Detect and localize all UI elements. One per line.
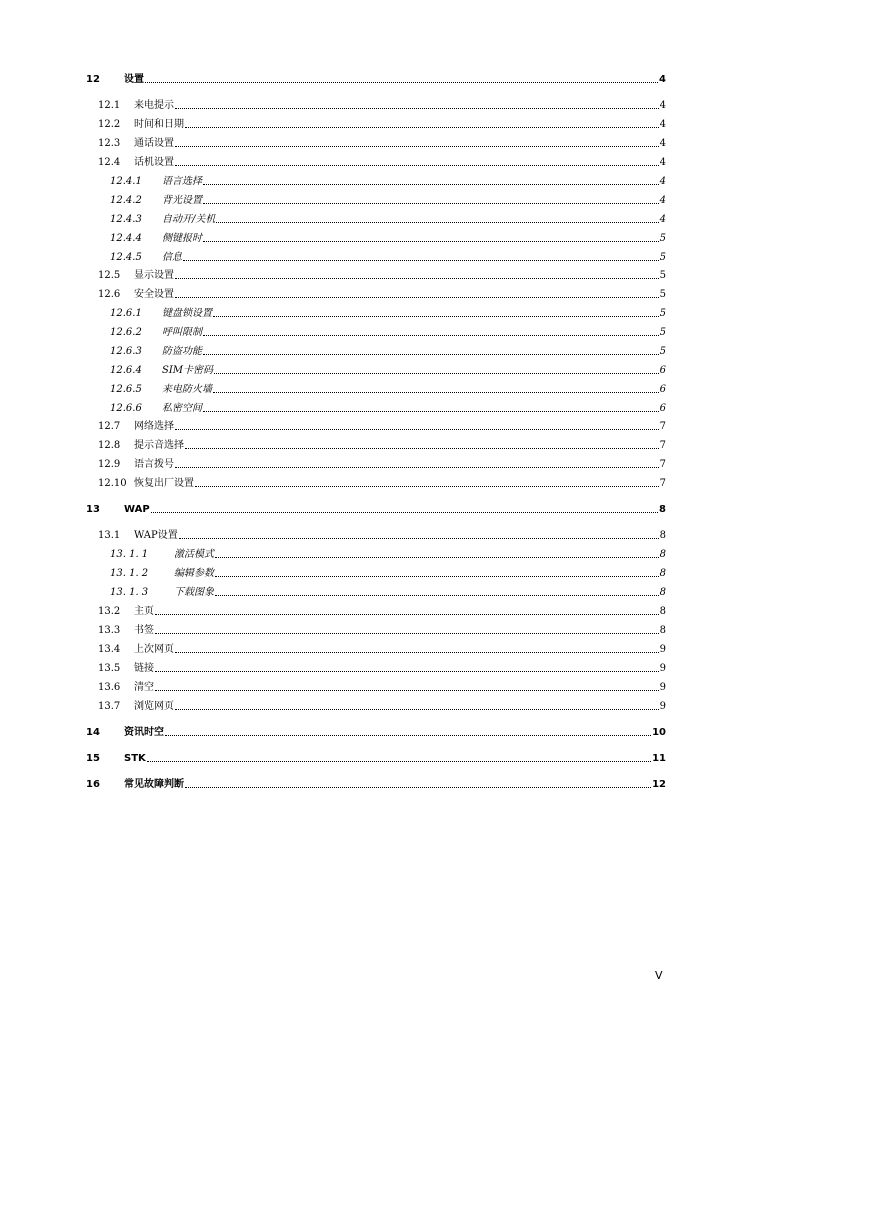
toc-dot-leader bbox=[215, 594, 659, 596]
toc-dot-leader bbox=[183, 259, 659, 261]
toc-entry-title: 语言选择 bbox=[162, 176, 202, 187]
toc-entry-number: 13.6 bbox=[98, 682, 121, 693]
toc-entry[interactable] bbox=[98, 621, 666, 637]
toc-entry-page: 4 bbox=[659, 74, 666, 85]
toc-entry-page: 5 bbox=[659, 327, 666, 338]
toc-dot-leader bbox=[175, 107, 659, 109]
toc-entry-page: 12 bbox=[652, 779, 666, 790]
toc-dot-leader bbox=[203, 240, 659, 242]
toc-dot-leader bbox=[175, 708, 659, 710]
toc-entry[interactable] bbox=[86, 500, 666, 516]
toc-entry[interactable] bbox=[98, 266, 666, 282]
toc-entry-page: 8 bbox=[659, 568, 666, 579]
toc-entry-page: 6 bbox=[659, 403, 666, 414]
toc-entry[interactable] bbox=[110, 361, 666, 377]
toc-entry-title: 资讯时空 bbox=[124, 727, 164, 738]
toc-entry[interactable] bbox=[110, 248, 666, 264]
toc-entry-number: 14 bbox=[86, 727, 100, 738]
toc-entry[interactable] bbox=[110, 564, 666, 580]
toc-dot-leader bbox=[175, 651, 659, 653]
toc-entry-number: 13.5 bbox=[98, 663, 121, 674]
toc-dot-leader bbox=[175, 145, 659, 147]
toc-entry-number: 12.2 bbox=[98, 119, 121, 130]
toc-entry[interactable] bbox=[86, 723, 666, 739]
toc-entry[interactable] bbox=[98, 96, 666, 112]
toc-entry[interactable] bbox=[98, 602, 666, 618]
toc-entry-number: 12.6.2 bbox=[110, 327, 142, 338]
toc-entry-title: 激活模式 bbox=[174, 549, 214, 560]
toc-entry[interactable] bbox=[98, 659, 666, 675]
toc-dot-leader bbox=[175, 466, 659, 468]
toc-entry-title: 常见故障判断 bbox=[124, 779, 184, 790]
toc-entry-number: 12.5 bbox=[98, 270, 121, 281]
toc-entry-title: 语言拨号 bbox=[134, 459, 174, 470]
toc-entry-title: SIM卡密码 bbox=[162, 365, 214, 376]
toc-entry[interactable] bbox=[98, 134, 666, 150]
toc-entry-title: 链接 bbox=[134, 663, 154, 674]
toc-entry-number: 12.4.2 bbox=[110, 195, 142, 206]
toc-entry-title: 书签 bbox=[134, 625, 154, 636]
toc-entry-page: 7 bbox=[659, 421, 666, 432]
toc-entry-page: 5 bbox=[659, 308, 666, 319]
toc-entry-number: 13. 1. 3 bbox=[110, 587, 149, 598]
toc-entry[interactable] bbox=[110, 380, 666, 396]
toc-entry-page: 9 bbox=[659, 644, 666, 655]
toc-entry[interactable] bbox=[98, 640, 666, 656]
toc-entry-title: 提示音选择 bbox=[134, 440, 184, 451]
toc-entry-page: 5 bbox=[659, 289, 666, 300]
toc-entry-number: 15 bbox=[86, 753, 100, 764]
toc-entry-title: 安全设置 bbox=[134, 289, 174, 300]
toc-entry-title: 恢复出厂设置 bbox=[134, 478, 194, 489]
toc-entry-page: 5 bbox=[659, 233, 666, 244]
toc-entry[interactable] bbox=[110, 172, 666, 188]
toc-entry-title: 清空 bbox=[134, 682, 154, 693]
toc-dot-leader bbox=[175, 164, 659, 166]
toc-entry[interactable] bbox=[98, 115, 666, 131]
toc-entry-title: 设置 bbox=[124, 74, 144, 85]
toc-entry-number: 13.4 bbox=[98, 644, 121, 655]
toc-dot-leader bbox=[175, 296, 659, 298]
toc-dot-leader bbox=[179, 537, 659, 539]
toc-entry-page: 8 bbox=[659, 625, 666, 636]
toc-entry-title: STK bbox=[124, 753, 146, 764]
toc-entry-title: 通话设置 bbox=[134, 138, 174, 149]
toc-entry-page: 10 bbox=[652, 727, 666, 738]
toc-entry[interactable] bbox=[110, 399, 666, 415]
toc-dot-leader bbox=[185, 786, 651, 788]
toc-entry-title: 背光设置 bbox=[162, 195, 202, 206]
toc-entry-number: 12.10 bbox=[98, 478, 127, 489]
toc-dot-leader bbox=[203, 183, 659, 185]
toc-dot-leader bbox=[203, 410, 659, 412]
toc-entry[interactable] bbox=[110, 191, 666, 207]
toc-dot-leader bbox=[175, 277, 659, 279]
toc-entry-number: 12.6.1 bbox=[110, 308, 142, 319]
toc-entry-title: 网络选择 bbox=[134, 421, 174, 432]
toc-entry-page: 4 bbox=[659, 195, 666, 206]
toc-dot-leader bbox=[214, 372, 659, 374]
toc-entry-title: 时间和日期 bbox=[134, 119, 184, 130]
toc-entry[interactable] bbox=[98, 153, 666, 169]
toc-entry-number: 12.6.4 bbox=[110, 365, 142, 376]
toc-entry-title: WAP bbox=[124, 504, 150, 515]
toc-entry-title: 侧键报时 bbox=[162, 233, 202, 244]
toc-entry-title: 浏览网页 bbox=[134, 701, 174, 712]
toc-dot-leader bbox=[216, 221, 658, 223]
toc-dot-leader bbox=[155, 632, 659, 634]
toc-dot-leader bbox=[203, 353, 659, 355]
toc-entry[interactable] bbox=[86, 70, 666, 86]
toc-entry-page: 7 bbox=[659, 478, 666, 489]
toc-entry-page: 5 bbox=[659, 252, 666, 263]
toc-entry-number: 12.6.5 bbox=[110, 384, 142, 395]
toc-entry-page: 4 bbox=[659, 176, 666, 187]
toc-entry-number: 13.7 bbox=[98, 701, 121, 712]
toc-entry-number: 12.6 bbox=[98, 289, 121, 300]
toc-entry[interactable] bbox=[110, 229, 666, 245]
toc-dot-leader bbox=[213, 315, 659, 317]
toc-entry-number: 12.8 bbox=[98, 440, 121, 451]
toc-entry[interactable] bbox=[110, 583, 666, 599]
toc-entry[interactable] bbox=[98, 678, 666, 694]
toc-entry-number: 12.4.5 bbox=[110, 252, 142, 263]
toc-entry-number: 12.3 bbox=[98, 138, 121, 149]
toc-entry-title: 自动开/关机 bbox=[162, 214, 216, 225]
toc-entry-page: 9 bbox=[659, 663, 666, 674]
toc-dot-leader bbox=[185, 126, 659, 128]
toc-entry[interactable] bbox=[98, 285, 666, 301]
toc-entry-page: 4 bbox=[659, 157, 666, 168]
toc-entry-title: 上次网页 bbox=[134, 644, 174, 655]
toc-entry-page: 11 bbox=[652, 753, 666, 764]
toc-entry-number: 12 bbox=[86, 74, 100, 85]
toc-entry-page: 5 bbox=[659, 270, 666, 281]
toc-entry[interactable] bbox=[110, 304, 666, 320]
toc-entry[interactable] bbox=[98, 417, 666, 433]
toc-dot-leader bbox=[185, 447, 659, 449]
toc-entry-title: WAP设置 bbox=[134, 530, 178, 541]
toc-entry-title: 防盗功能 bbox=[162, 346, 202, 357]
toc-entry-page: 9 bbox=[659, 701, 666, 712]
toc-dot-leader bbox=[213, 391, 659, 393]
toc-entry-page: 4 bbox=[659, 100, 666, 111]
toc-entry-page: 8 bbox=[659, 504, 666, 515]
toc-entry-number: 12.6.3 bbox=[110, 346, 142, 357]
toc-entry-title: 键盘锁设置 bbox=[162, 308, 212, 319]
toc-entry[interactable] bbox=[86, 775, 666, 791]
toc-entry[interactable] bbox=[110, 323, 666, 339]
toc-entry-page: 8 bbox=[659, 549, 666, 560]
toc-dot-leader bbox=[145, 81, 658, 83]
toc-entry-number: 13. 1. 1 bbox=[110, 549, 149, 560]
toc-entry-page: 7 bbox=[659, 459, 666, 470]
toc-dot-leader bbox=[203, 202, 659, 204]
toc-entry-title: 编辑参数 bbox=[174, 568, 214, 579]
toc-entry-number: 12.4 bbox=[98, 157, 121, 168]
toc-entry-page: 6 bbox=[659, 384, 666, 395]
toc-entry-title: 话机设置 bbox=[134, 157, 174, 168]
toc-entry-number: 12.1 bbox=[98, 100, 121, 111]
toc-dot-leader bbox=[215, 556, 659, 558]
toc-entry-page: 4 bbox=[659, 214, 666, 225]
toc-dot-leader bbox=[155, 689, 659, 691]
toc-entry-page: 8 bbox=[659, 606, 666, 617]
toc-entry-number: 13 bbox=[86, 504, 100, 515]
toc-entry-number: 13.3 bbox=[98, 625, 121, 636]
toc-dot-leader bbox=[151, 511, 658, 513]
toc-dot-leader bbox=[147, 760, 651, 762]
toc-entry-page: 6 bbox=[659, 365, 666, 376]
toc-entry-page: 9 bbox=[659, 682, 666, 693]
toc-entry-number: 12.4.4 bbox=[110, 233, 142, 244]
toc-entry-page: 8 bbox=[659, 530, 666, 541]
toc-entry-number: 13.1 bbox=[98, 530, 121, 541]
toc-entry-title: 主页 bbox=[134, 606, 154, 617]
toc-entry-title: 呼叫限制 bbox=[162, 327, 202, 338]
toc-entry[interactable] bbox=[110, 342, 666, 358]
toc-entry-title: 信息 bbox=[162, 252, 182, 263]
toc-dot-leader bbox=[175, 428, 659, 430]
toc-entry[interactable] bbox=[86, 749, 666, 765]
toc-dot-leader bbox=[215, 575, 659, 577]
toc-entry-page: 7 bbox=[659, 440, 666, 451]
toc-entry-number: 12.4.3 bbox=[110, 214, 142, 225]
toc-entry-number: 12.6.6 bbox=[110, 403, 142, 414]
toc-dot-leader bbox=[195, 485, 659, 487]
toc-entry[interactable] bbox=[98, 436, 666, 452]
toc-entry-page: 4 bbox=[659, 119, 666, 130]
toc-entry-page: 8 bbox=[659, 587, 666, 598]
toc-entry-page: 4 bbox=[659, 138, 666, 149]
toc-dot-leader bbox=[155, 613, 659, 615]
toc-entry-title: 显示设置 bbox=[134, 270, 174, 281]
toc-entry-title: 来电防火墙 bbox=[162, 384, 212, 395]
toc-entry[interactable] bbox=[110, 545, 666, 561]
toc-entry-number: 13.2 bbox=[98, 606, 121, 617]
toc-dot-leader bbox=[165, 734, 651, 736]
toc-entry-title: 下载图象 bbox=[174, 587, 214, 598]
toc-entry-number: 12.9 bbox=[98, 459, 121, 470]
toc-entry[interactable] bbox=[110, 210, 666, 226]
toc-entry-number: 16 bbox=[86, 779, 100, 790]
toc-entry-number: 12.4.1 bbox=[110, 176, 142, 187]
toc-entry-page: 5 bbox=[659, 346, 666, 357]
toc-entry[interactable] bbox=[98, 697, 666, 713]
toc-dot-leader bbox=[155, 670, 659, 672]
page-number: V bbox=[655, 969, 663, 982]
toc-entry-number: 13. 1. 2 bbox=[110, 568, 149, 579]
toc-entry-number: 12.7 bbox=[98, 421, 121, 432]
toc-entry-title: 来电提示 bbox=[134, 100, 174, 111]
toc-entry-title: 私密空间 bbox=[162, 403, 202, 414]
toc-entry[interactable] bbox=[98, 474, 666, 490]
toc-entry[interactable] bbox=[98, 455, 666, 471]
toc-entry[interactable] bbox=[98, 526, 666, 542]
toc-dot-leader bbox=[203, 334, 659, 336]
